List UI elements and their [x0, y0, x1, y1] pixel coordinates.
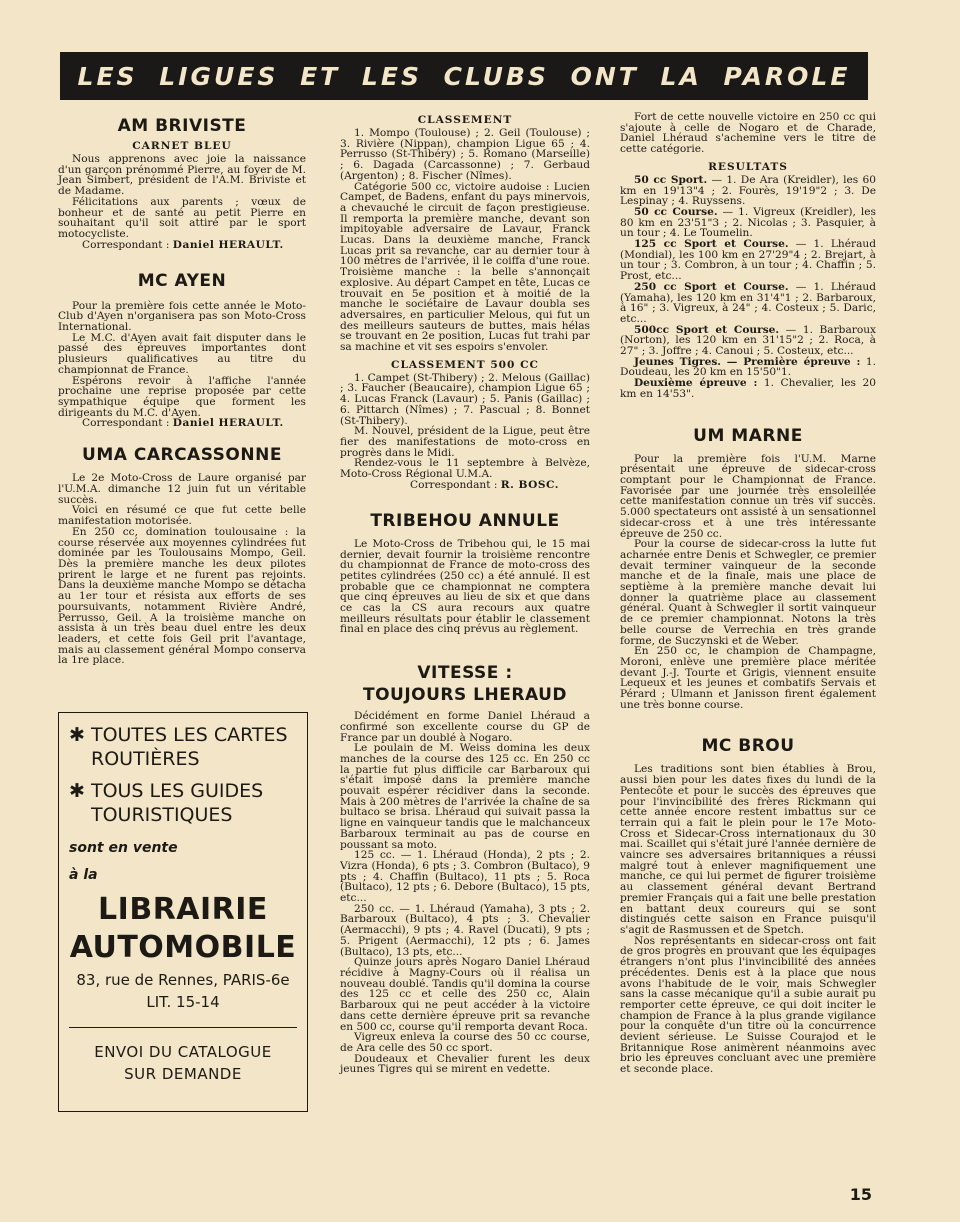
- vitesse-125-results: 125 cc. — 1. Lhéraud (Honda), 2 pts ; 2. Vizra (Honda), 6 pts ; 3. Combron (Bultaco), 9 pts ; 4. Chaffin (Bultaco), 11 pts ; 5. Roca (Bultaco), 12 pts ; 6. Debore (Bultaco), 15 pts, etc...: [340, 849, 590, 905]
- lheraud-intro-paragraph: Fort de cette nouvelle victoire en 250 cc qui s'ajoute à celle de Nogaro et de Charade, Daniel Lhéraud s'achemine vers le titre de cette catégorie.: [620, 111, 876, 156]
- rendez-vous-paragraph: Rendez-vous le 11 septembre à Belvèze, Moto-Cross Régional U.M.A.: [340, 457, 590, 481]
- mc-brou-heading: MC BROU: [701, 736, 795, 757]
- ad-librairie-name: LIBRAIRIE AUTOMOBILE: [69, 892, 297, 965]
- tribehou-paragraph: Le Moto-Cross de Tribehou qui, le 15 mai dernier, devait fournir la troisième rencontre du championnat de France de moto-cross des petites cylindrées (250 cc) a été annulé. Il est probable que ce championnat ne comptera que cinq épreuves au lieu de six et que dans ce cas la CS aura recours aux quatre meilleurs résultats pour établir le classement final en place des cinq prévus au règlement.: [340, 537, 590, 636]
- correspondent-line: Correspondant : Daniel HERAULT.: [82, 417, 284, 430]
- mc-brou-paragraph: Les traditions sont bien établies à Brou, aussi bien pour les dates fixes du lundi de la Pentecôte et pour le succès des épreuves que pour l'invincibilité des frères Rickmann qui cette année encore restent imbattus sur ce terrain qui a fait le plein pour le 17e Moto-Cross et Sidecar-Cross internationaux du 30 mai. Scaillet qui s'était juré l'année dernière de vaincre ses adversaires britanniques a réussi malgré tout à enlever magnifiquement une manche, ce qui lui permet de figurer troisième au classement général devant Bertrand premier Français qui a fait une belle prestation en battant deux coureurs qui se sont distingués cette saison en France puisqu'il s'agit de Rasmussen et de Spetch.: [620, 763, 876, 936]
- result-250: 250 cc Sport et Course. — 1. Lhéraud (Yamaha), les 120 km en 31'4"1 ; 2. Barbaroux, à 16" ; 3. Vigreux, à 24" ; 4. Costeux ; 5. Daric, etc...: [620, 280, 876, 325]
- resultats-heading: RESULTATS: [708, 160, 788, 173]
- vitesse-paragraph: Doudeaux et Chevalier furent les deux jeunes Tigres qui se mirent en vedette.: [340, 1052, 590, 1076]
- classement-heading: CLASSEMENT: [417, 114, 513, 126]
- mc-brou-paragraph: Nos représentants en sidecar-cross ont fait de gros progrès en prouvant que les équipages étrangers n'ont plus l'invincibilité des années précédentes. Denis est à la place que nous avons l'habitude de le voir, mais Schwegler sans la casse mécanique qu'il a subie aurait pu remporter cette épreuve, ce qui doit inciter le champion de France à la plus grande vigilance pour la conquête d'un titre où la concurrence devient sérieuse. Le Suisse Courajod et le Britannique Rose animèrent néanmoins avec brio les épreuves concluant avec une première et seconde place.: [620, 934, 876, 1076]
- result-50-course: 50 cc Course. — 1. Vigreux (Kreidler), les 80 km en 23'51"3 ; 2. Nicolas ; 3. Pasquier, à un tour ; 4. Le Toumelin.: [620, 205, 876, 240]
- um-marne-paragraph: Pour la première fois l'U.M. Marne présentait une épreuve de sidecar-cross comptant pour le Championnat de France. Favorisée par une journée très ensoleillée cette manifestation connue un très vif succès. 5.000 spectateurs ont assisté à un sensationnel sidecar-cross et à une très intéressante épreuve de 250 cc.: [620, 452, 876, 540]
- column-right: [620, 112, 876, 1075]
- column-middle: [340, 112, 590, 1075]
- am-briviste-paragraph: Félicitations aux parents ; vœux de bonheur et de santé au petit Pierre en souhaitant qu'il soit attiré par le sport motocycliste.: [58, 195, 306, 240]
- page-number: 15: [849, 1185, 872, 1204]
- result-125: 125 cc Sport et Course. — 1. Lhéraud (Mondial), les 100 km en 27'29"4 ; 2. Brejart, à un tour ; 3. Combron, à un tour ; 4. Chaffin ; 5. Prost, etc...: [620, 238, 876, 283]
- result-jeunes-tigres-1: Jeunes Tigres. — Première épreuve : 1. Doudeau, les 20 km en 15'50"1.: [620, 355, 876, 379]
- column-left: [58, 112, 306, 666]
- mc-ayen-paragraph: Espérons revoir à l'affiche l'année prochaine une reprise proposée par cette sympathique équipe que forment les dirigeants du M.C. d'Ayen.: [58, 374, 306, 419]
- am-briviste-heading: AM BRIVISTE: [117, 116, 247, 136]
- um-marne-heading: UM MARNE: [693, 425, 803, 446]
- toujours-lheraud-heading: TOUJOURS LHERAUD: [363, 685, 567, 706]
- vitesse-250-results: 250 cc. — 1. Lhéraud (Yamaha), 3 pts ; 2. Barbaroux (Bultaco), 4 pts ; 3. Chevalier (Aermacchi), 9 pts ; 4. Ravel (Ducati), 9 pts ; 5. Prigent (Aermacchi), 12 pts ; 6. James (Bultaco), 13 pts, etc...: [340, 902, 590, 958]
- mc-ayen-heading: MC AYEN: [137, 270, 227, 291]
- result-500: 500cc Sport et Course. — 1. Barbaroux (Norton), les 120 km en 31'15"2 ; 2. Roca, à 27" ; 3. Joffre ; 4. Canoui ; 5. Costeux, etc...: [620, 323, 877, 358]
- classement-500-list: 1. Campet (St-Thibery) ; 2. Melous (Gaillac) ; 3. Faucher (Beaucaire), champion Ligue 65 ; 4. Lucas Franck (Lavaur) ; 5. Panis (Gaillac) ; 6. Pittarch (Nîmes) ; 7. Pascual ; 8. Bonnet (St-Thibery).: [340, 371, 590, 427]
- correspondent-line: Correspondant : Daniel HERAULT.: [82, 238, 284, 251]
- uma-paragraph: Le 2e Moto-Cross de Laure organisé par l'U.M.A. dimanche 12 juin fut un véritable succès.: [58, 472, 306, 506]
- vitesse-heading: VITESSE :: [417, 663, 513, 684]
- result-50-sport: 50 cc Sport. — 1. De Ara (Kreidler), les 60 km en 19'13"4 ; 2. Fourès, 19'19"2 ; 3. De Lespinay ; 4. Ruyssens.: [620, 173, 876, 208]
- classement-250-list: 1. Mompo (Toulouse) ; 2. Geil (Toulouse) ; 3. Rivière (Nippan), champion Ligue 65 ; 4. Perrusso (St-Thibéry) ; 5. Romano (Marseille) ; 6. Dagada (Carcassonne) ; 7. Gerbaud (Argenton) ; 8. Fischer (Nîmes).: [340, 127, 590, 182]
- uma-paragraph: En 250 cc, domination toulousaine : la course réservée aux moyennes cylindrées fut dominée par les Toulousains Mompo, Geil. Dès la première manche les deux pilotes prirent le large et ne furent pas rejoints. Dans la deuxième manche Mompo se détacha au 1er tour et résista aux efforts de ses poursuivants, notamment Rivière André, Perrusso, Geil. A la troisième manche on assista à un très beau duel entre les deux leaders, et cette fois Geil prit l'avantage, mais au classement général Mompo conserva la 1re place.: [58, 525, 306, 667]
- vitesse-paragraph: Le poulain de M. Weiss domina les deux manches de la course des 125 cc. En 250 cc la partie fut plus difficile car Barbaroux qui s'était imposé dans la première manche pouvait espérer récidiver dans la seconde. Mais à 200 mètres de l'arrivée la chaîne de sa bultaco se brisa. Lhéraud qui suivait passa la ligne en vainqueur tandis que le malchanceux Barbaroux terminait au pas de course en poussant sa moto.: [340, 742, 590, 851]
- banner-title: LES LIGUES ET LES CLUBS ONT LA PAROLE: [77, 61, 851, 91]
- ad-line-vente: sont en vente à la: [69, 840, 178, 883]
- classement-500-heading: CLASSEMENT 500 CC: [391, 358, 539, 371]
- mc-ayen-paragraph: Le M.C. d'Ayen avait fait disputer dans le passé des épreuves importantes dont plusieurs qualificatives au titre du championnat de France.: [58, 331, 306, 376]
- page-banner: [60, 52, 868, 100]
- librairie-advertisement: [58, 712, 308, 1112]
- um-marne-paragraph: Pour la course de sidecar-cross la lutte fut acharnée entre Denis et Schwegler, ce premier devait terminer vainqueur de la seconde manche et de la finale, mais une place de septième à la première manche devait lui donner la quatrième place au classement général. Quant à Schwegler il sortit vainqueur de ce premier championnat. Notons la très belle course de Verrechia en très grande forme, de Suczynski et de Weber.: [620, 538, 876, 647]
- vitesse-paragraph: Quinze jours après Nogaro Daniel Lhéraud récidive à Magny-Cours où il réalisa un nouveau doublé. Tandis qu'il domina la course des 125 cc et celle des 250 cc, Alain Barbaroux qui ne peut accéder à la victoire dans cette dernière épreuve prit sa revanche en 500 cc, course qu'il remporta devant Roca.: [340, 956, 590, 1033]
- result-jeunes-tigres-2: Deuxième épreuve : 1. Chevalier, les 20 km en 14'53".: [620, 377, 876, 400]
- ad-line-guides: ✱ TOUS LES GUIDES TOURISTIQUES: [69, 780, 264, 826]
- nouvel-paragraph: M. Nouvel, président de la Ligue, peut être fier des manifestations de moto-cross en progrès dans le Midi.: [340, 425, 590, 459]
- uma-paragraph: Voici en résumé ce que fut cette belle manifestation motorisée.: [58, 504, 306, 528]
- vitesse-paragraph: Vigreux enleva la course des 50 cc course, de Ara celle des 50 cc sport.: [340, 1031, 590, 1054]
- correspondent-line: Correspondant : R. BOSC.: [410, 478, 559, 491]
- categorie-500-paragraph: Catégorie 500 cc, victoire audoise : Lucien Campet, de Badens, enfant du pays minervois, a chevauché le circuit de façon prestigieuse. Il remporta la première manche, devant son impitoyable adversaire de Lavaur, Franck Lucas. Dans la deuxième manche, Franck Lucas prit sa revanche, car au dernier tour à 100 mètres de l'arrivée, il le coiffa d'une roue. Troisième manche : la belle s'annonçait explosive. Au départ Campet en tête, Lucas ce trouvait en 5e position et à moitié de la manche le sociétaire de Lavaur doubla ses adversaires, en particulier Melous, qui fut un des meilleurs sauteurs de buttes, mais hélas se trouvant en 2e position, Lucas fut trahi par sa machine et vit ses espoirs s'envoler.: [340, 180, 590, 354]
- um-marne-paragraph: En 250 cc, le champion de Champagne, Moroni, enlève une première place méritée devant J.-J. Tourte et Grigis, viennent ensuite Lequeux et les jeunes et combatifs Servais et Pérard ; Ulmann et Janisson firent également une très bonne course.: [620, 645, 876, 711]
- vitesse-paragraph: Décidément en forme Daniel Lhéraud a confirmé son excellente course du GP de France par un doublé à Nogaro.: [340, 710, 590, 744]
- uma-carcassonne-heading: UMA CARCASSONNE: [82, 445, 282, 466]
- ad-divider: [69, 1027, 297, 1028]
- ad-line-cartes: ✱ TOUTES LES CARTES ROUTIÈRES: [69, 724, 288, 770]
- am-briviste-paragraph: Nous apprenons avec joie la naissance d'un garçon prénommé Pierre, au foyer de M. Jean Simbert, président de l'A.M. Briviste et de Madame.: [58, 153, 306, 198]
- ad-address: 83, rue de Rennes, PARIS-6e LIT. 15-14: [76, 971, 290, 1011]
- mc-ayen-paragraph: Pour la première fois cette année le Moto-Club d'Ayen n'organisera pas son Moto-Cross International.: [58, 299, 306, 334]
- carnet-bleu-subheading: CARNET BLEU: [132, 140, 232, 152]
- ad-catalogue-note: ENVOI DU CATALOGUE SUR DEMANDE: [94, 1043, 272, 1083]
- tribehou-heading: TRIBEHOU ANNULE: [370, 510, 560, 531]
